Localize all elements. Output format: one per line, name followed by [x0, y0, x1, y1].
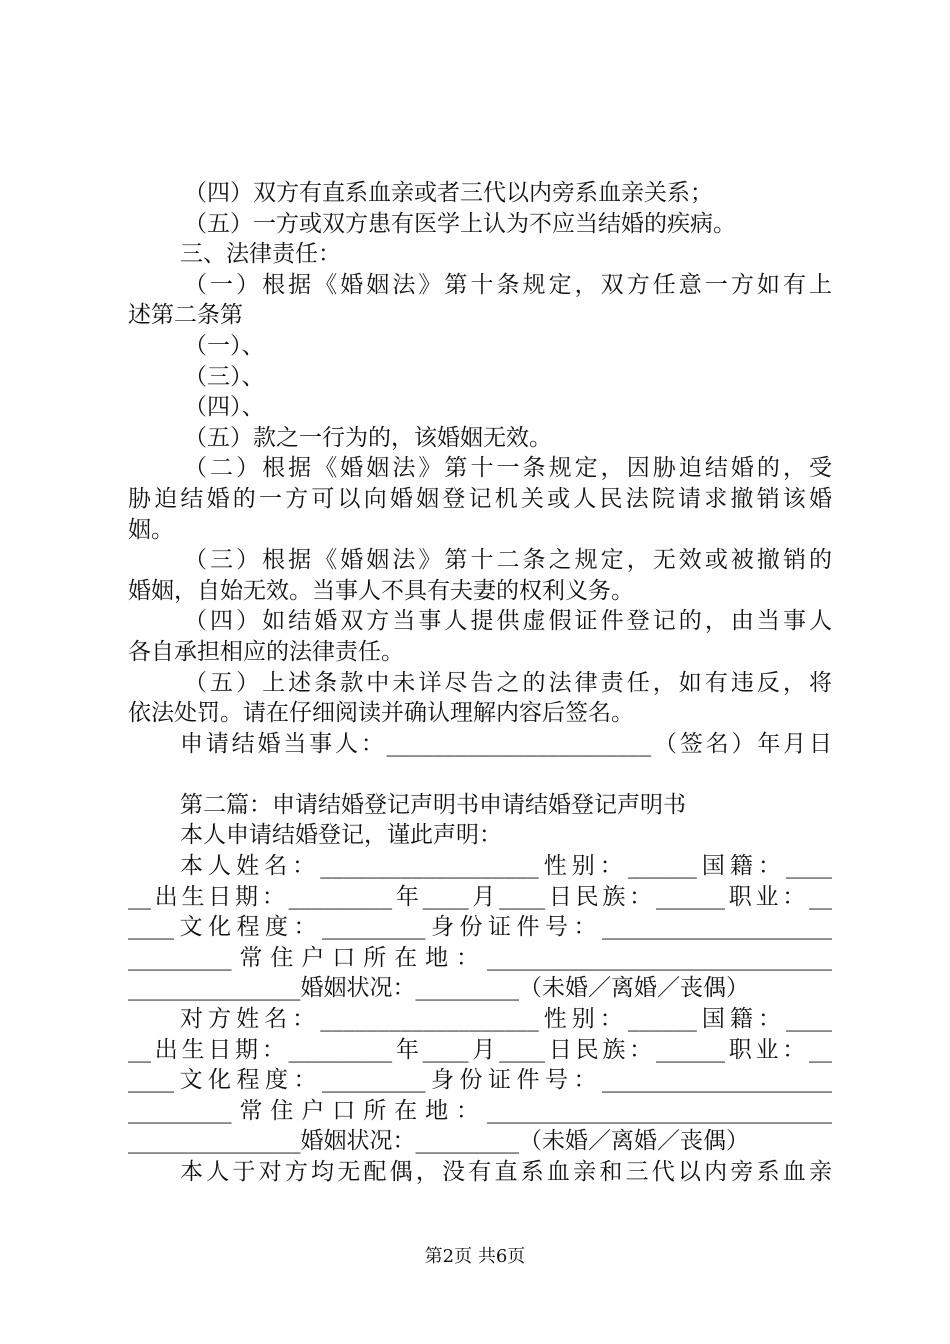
signature-line: 申请结婚当事人：_______________________（签名）年月日: [180, 730, 832, 757]
paragraph-line: 胁迫结婚的一方可以向婚姻登记机关或人民法院请求撤销该婚: [128, 485, 832, 512]
form-line: ____文化程度：_________身份证件号：____________________: [128, 914, 832, 941]
paragraph-line: 姻。: [128, 516, 174, 543]
clause-line: （五）一方或双方患有医学上认为不应当结婚的疾病。: [184, 210, 736, 237]
page-number-footer: 第2页 共6页: [424, 1246, 526, 1267]
form-line: _________常住户口所在地：______________________________: [128, 1097, 832, 1124]
paragraph-line: （二）根据《婚姻法》第十一条规定，因胁迫结婚的，受: [184, 455, 832, 482]
form-line: _______________婚姻状况：_________（未婚／离婚／丧偶）: [128, 1128, 749, 1155]
chapter-title: 第二篇：申请结婚登记声明书申请结婚登记声明书: [180, 791, 686, 818]
paragraph-line: 述第二条第: [128, 302, 243, 329]
paragraph-line: 本人于对方均无配偶，没有直系血亲和三代以内旁系血亲: [180, 1159, 832, 1185]
paragraph-line: 婚姻，自始无效。当事人不具有夫妻的权利义务。: [128, 577, 634, 604]
clause-line: （四）、: [184, 394, 265, 421]
blank-line: [128, 759, 832, 790]
paragraph-line: 本人申请结婚登记，谨此声明：: [180, 822, 502, 849]
clause-line: （三）、: [184, 363, 265, 390]
form-line: _________常住户口所在地：______________________________: [128, 944, 832, 971]
paragraph-line: 各自承担相应的法律责任。: [128, 638, 404, 665]
form-line: __出生日期：_________年____月____日民族：______职业：__: [128, 883, 832, 910]
form-line: 对方姓名：___________________性别：______国籍：____: [180, 1006, 832, 1033]
paragraph-line: （三）根据《婚姻法》第十二条之规定，无效或被撤销的: [184, 547, 832, 574]
form-line: ____文化程度：_________身份证件号：____________________: [128, 1067, 832, 1094]
clause-line: （一）、: [184, 332, 265, 359]
paragraph-line: 依法处罚。请在仔细阅读并确认理解内容后签名。: [128, 700, 634, 727]
paragraph-line: （四）如结婚双方当事人提供虚假证件登记的，由当事人: [184, 608, 832, 635]
paragraph-line: （五）上述条款中未详尽告之的法律责任，如有违反，将: [184, 669, 832, 696]
section-heading: 三、法律责任：: [180, 241, 341, 268]
form-line: __出生日期：_________年____月____日民族：______职业：__: [128, 1036, 832, 1063]
paragraph-line: （一）根据《婚姻法》第十条规定，双方任意一方如有上: [184, 271, 832, 298]
form-line: _______________婚姻状况：_________（未婚／离婚／丧偶）: [128, 975, 749, 1002]
document-body: [128, 178, 832, 1188]
clause-line: （四）双方有直系血亲或者三代以内旁系血亲关系；: [184, 180, 713, 206]
form-line: 本人姓名：___________________性别：______国籍：____: [180, 853, 832, 880]
clause-line: （五）款之一行为的，该婚姻无效。: [184, 424, 552, 451]
